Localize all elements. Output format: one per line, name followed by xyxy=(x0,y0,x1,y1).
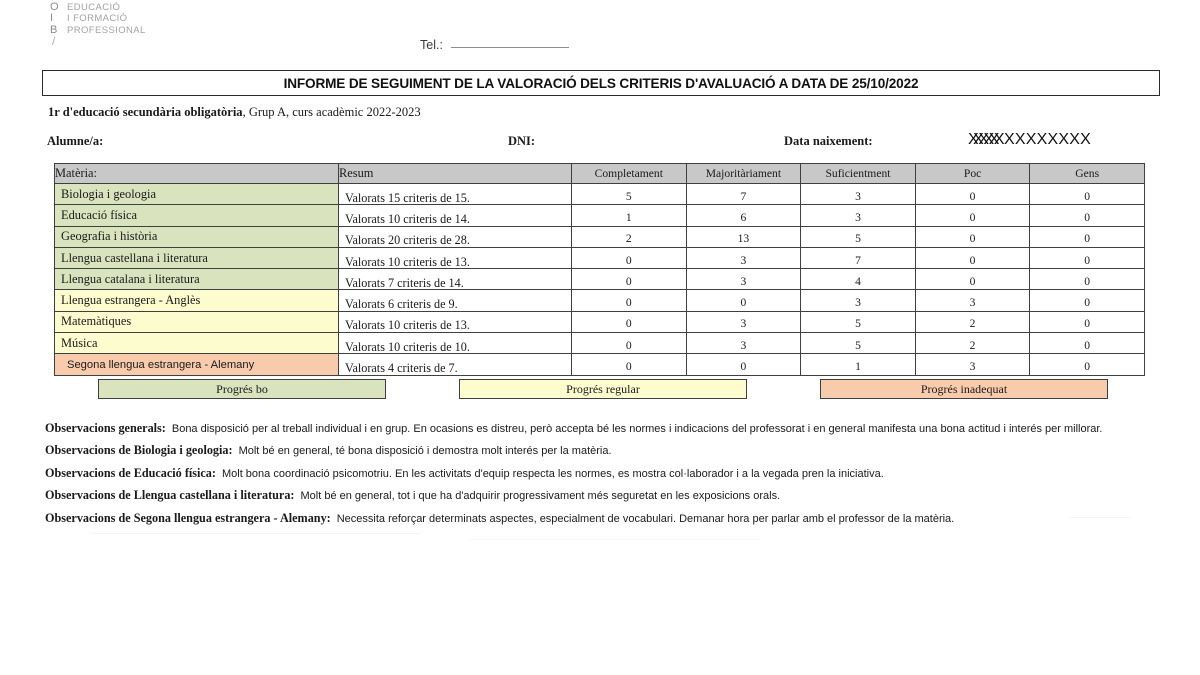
criteria-evaluation-table xyxy=(54,163,1145,376)
cell-resum: Valorats 4 criteris de 7. xyxy=(339,358,572,379)
cell-count: 3 xyxy=(915,356,1030,377)
observation-label: Observacions de Biologia i geologia: xyxy=(45,443,233,457)
cell-count: 5 xyxy=(572,186,687,207)
cell-materia: Matemàtiques xyxy=(55,311,339,332)
cell-count: 0 xyxy=(572,313,687,334)
cell-count: 0 xyxy=(1030,186,1145,207)
cell-materia: Biologia i geologia xyxy=(55,184,339,205)
cell-count: 5 xyxy=(801,228,916,249)
cell-resum: Valorats 20 criteris de 28. xyxy=(339,230,572,251)
cell-materia: Llengua castellana i literatura xyxy=(55,247,339,268)
logo-letter: O xyxy=(50,0,59,13)
cell-count: 1 xyxy=(801,356,916,377)
cell-count: 3 xyxy=(801,292,916,313)
progress-legend xyxy=(98,379,1108,399)
cell-materia: Educació física xyxy=(55,205,339,226)
telephone-blank-line xyxy=(451,47,569,48)
birthdate-value xyxy=(968,131,1091,149)
observation-text: Bona disposició per al treball individual i en grup. En ocasions es distreu, però accepta bé les normes i indicacions del professorat i en general manifesta una bona actitud i interés per millorar. xyxy=(171,423,1103,435)
cell-count: 0 xyxy=(572,356,687,377)
cell-count: 0 xyxy=(1030,356,1145,377)
observation-label: Observacions de Educació física: xyxy=(45,466,216,480)
cell-count: 0 xyxy=(572,271,687,292)
cell-count: 0 xyxy=(572,249,687,270)
cell-count: 3 xyxy=(686,249,801,270)
cell-count: 0 xyxy=(1030,207,1145,228)
cell-count: 2 xyxy=(915,335,1030,356)
cell-materia: Llengua catalana i literatura xyxy=(55,269,339,290)
scan-artifact xyxy=(90,533,420,534)
cell-count: 3 xyxy=(686,335,801,356)
cell-materia: Segona llengua estrangera - Alemany xyxy=(55,354,339,375)
cell-count: 13 xyxy=(686,228,801,249)
cell-count: 0 xyxy=(572,335,687,356)
cell-materia: Geografia i història xyxy=(55,226,339,247)
logo-word: I FORMACIÓ xyxy=(67,13,128,24)
observation-row xyxy=(45,466,884,481)
logo-line xyxy=(50,2,210,14)
telephone-field xyxy=(420,38,569,52)
cell-count: 5 xyxy=(801,313,916,334)
cell-count: 2 xyxy=(915,313,1030,334)
cell-count: 1 xyxy=(572,207,687,228)
cell-count: 3 xyxy=(686,271,801,292)
cell-count: 0 xyxy=(572,292,687,313)
cell-resum: Valorats 6 criteris de 9. xyxy=(339,294,572,315)
cell-count: 3 xyxy=(915,292,1030,313)
course-group: , Grup A, curs acadèmic 2022-2023 xyxy=(242,105,421,119)
column-header-poc: Poc xyxy=(915,164,1030,184)
cell-count: 4 xyxy=(801,271,916,292)
telephone-label: Tel.: xyxy=(420,38,443,52)
cell-count: 0 xyxy=(686,356,801,377)
cell-count: 0 xyxy=(1030,335,1145,356)
cell-count: 0 xyxy=(1030,228,1145,249)
cell-count: 3 xyxy=(801,186,916,207)
table-row xyxy=(55,226,1145,247)
observation-text: Molt bona coordinació psicomotriu. En les activitats d'equip respecta les normes, es mostra col·laborador i a la vegada pren la iniciativa. xyxy=(221,468,884,480)
cell-count: 5 xyxy=(801,335,916,356)
legend-label: Progrés inadequat xyxy=(920,381,1008,396)
observation-row xyxy=(45,488,780,503)
table-row xyxy=(55,184,1145,205)
observation-label: Observacions de Segona llengua estrangera - Alemany: xyxy=(45,511,331,525)
logo-line xyxy=(50,36,210,48)
cell-count: 3 xyxy=(801,207,916,228)
logo-letter: I xyxy=(50,12,54,24)
table-row xyxy=(55,269,1145,290)
observation-text: Molt bé en general, tot i que ha d'adquirir progressivament més seguretat en les exposicions orals. xyxy=(300,490,781,502)
logo-word: EDUCACIÓ xyxy=(67,1,121,13)
cell-count: 7 xyxy=(801,249,916,270)
observation-text: Necessita reforçar determinats aspectes, especialment de vocabulari. Demanar hora per parlar amb el professor de la matèria. xyxy=(336,513,955,525)
logo-slash-icon: / xyxy=(52,34,56,48)
cell-count: 7 xyxy=(686,186,801,207)
cell-count: 0 xyxy=(915,271,1030,292)
column-header-completament: Completament xyxy=(572,164,687,184)
cell-count: 0 xyxy=(1030,292,1145,313)
scan-artifact xyxy=(470,539,760,540)
observation-row xyxy=(45,421,1103,436)
scan-artifact xyxy=(1070,517,1130,518)
cell-count: 3 xyxy=(686,313,801,334)
birthdate-value-overlap: XXXXXX xyxy=(968,131,1000,148)
logo-word: PROFESSIONAL xyxy=(67,24,146,36)
cell-count: 0 xyxy=(915,186,1030,207)
cell-resum: Valorats 10 criteris de 13. xyxy=(339,251,572,272)
cell-count: 0 xyxy=(1030,249,1145,270)
birthdate-label: Data naixement: xyxy=(784,134,873,148)
column-header-suficientment: Suficientment xyxy=(801,164,916,184)
dni-label: DNI: xyxy=(508,134,536,148)
table-row xyxy=(55,333,1145,354)
cell-resum: Valorats 15 criteris de 15. xyxy=(339,188,572,209)
cell-materia: Llengua estrangera - Anglès xyxy=(55,290,339,311)
column-header-gens: Gens xyxy=(1030,164,1145,184)
course-level: 1r d'educació secundària obligatòria xyxy=(48,105,243,119)
cell-resum: Valorats 10 criteris de 13. xyxy=(339,315,572,336)
legend-item xyxy=(820,379,1108,399)
cell-count: 0 xyxy=(915,207,1030,228)
cell-count: 0 xyxy=(915,249,1030,270)
logo-line xyxy=(50,25,210,37)
table-row xyxy=(55,311,1145,332)
cell-resum: Valorats 7 criteris de 14. xyxy=(339,273,572,294)
column-header-majoritariament: Majoritàriament xyxy=(686,164,801,184)
birthdate-value-rest: XXXXXXXX xyxy=(1004,131,1092,148)
cell-count: 0 xyxy=(1030,271,1145,292)
cell-materia: Música xyxy=(55,333,339,354)
table-row xyxy=(55,247,1145,268)
table-body xyxy=(55,184,1145,376)
cell-count: 2 xyxy=(572,228,687,249)
observation-text: Molt bé en general, té bona disposició i demostra molt interés per la matèria. xyxy=(238,445,612,457)
observation-row xyxy=(45,443,612,458)
legend-label: Progrés regular xyxy=(566,381,640,396)
cell-resum: Valorats 10 criteris de 14. xyxy=(339,209,572,230)
table-row xyxy=(55,354,1145,375)
table-row xyxy=(55,205,1145,226)
table-header-row xyxy=(55,164,1145,184)
cell-resum: Valorats 10 criteris de 10. xyxy=(339,337,572,358)
observation-row xyxy=(45,511,954,526)
cell-count: 0 xyxy=(915,228,1030,249)
table-row xyxy=(55,290,1145,311)
logo-letter: B xyxy=(50,23,58,36)
cell-count: 6 xyxy=(686,207,801,228)
report-title-banner xyxy=(42,70,1160,96)
course-subtitle xyxy=(48,105,421,120)
legend-item xyxy=(98,379,386,399)
cell-count: 0 xyxy=(1030,313,1145,334)
institution-logo xyxy=(50,0,210,48)
column-header-resum: Resum xyxy=(339,164,572,184)
student-name-label: Alumne/a: xyxy=(47,134,104,148)
observation-label: Observacions generals: xyxy=(45,421,166,435)
legend-item xyxy=(459,379,747,399)
column-header-materia: Matèria: xyxy=(55,164,339,184)
page-title: INFORME DE SEGUIMENT DE LA VALORACIÓ DELS CRITERIS D'AVALUACIÓ A DATA DE 25/10/2022 xyxy=(283,75,919,91)
observation-label: Observacions de Llengua castellana i literatura: xyxy=(45,488,295,502)
cell-count: 0 xyxy=(686,292,801,313)
logo-line xyxy=(50,13,210,25)
legend-label: Progrés bo xyxy=(216,381,268,396)
